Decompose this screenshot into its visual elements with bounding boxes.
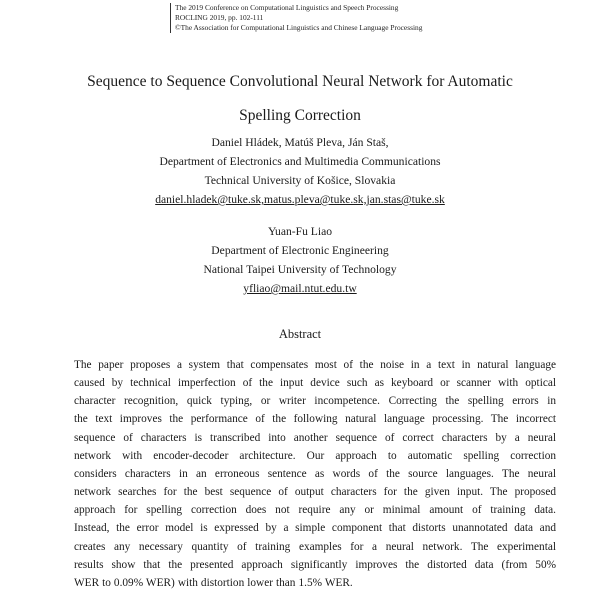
conference-header [170,3,422,33]
abstract-line: results show that the presented approach significantly improves the distorted data (from 50% [74,558,556,571]
header-line-copyright: ©The Association for Computational Linguistics and Chinese Language Processing [175,23,423,32]
author-department: Department of Electronics and Multimedia Communications [159,155,441,168]
abstract-line: network searches for the best sequence of output characters for the given input. The proposed [74,486,556,499]
abstract-line: considers characters in an erroneous sentence as words of the source languages. The neural [74,467,556,480]
abstract-line: the text improves the performance of the following natural language processing. The incorrect [74,413,556,426]
paper-title-line-1: Sequence to Sequence Convolutional Neural Network for Automatic [87,73,513,90]
abstract-heading: Abstract [278,327,322,341]
author-university: Technical University of Košice, Slovakia [204,174,396,187]
abstract-line: network with encoder-decoder architecture. Our approach to automatic spelling correction [74,449,556,462]
abstract-line: Instead, the error model is expressed by a simple component that distorts unannotated data and [74,522,556,535]
abstract-body [74,356,556,592]
abstract-line: approach for spelling correction does not require any or minimal amount of training data. [74,504,556,517]
author-names: Daniel Hládek, Matúš Pleva, Ján Staš, [211,136,389,149]
header-line-proceedings: ROCLING 2019, pp. 102-111 [175,13,264,22]
author-university: National Taipei University of Technology [203,263,397,276]
author-department: Department of Electronic Engineering [211,244,389,257]
abstract-line: character recognition, quick typing, or writer incompetence. Correcting the spelling errors in [74,395,556,408]
author-block-ntut [0,222,600,298]
author-emails-link[interactable]: daniel.hladek@tuke.sk,matus.pleva@tuke.sk,jan.stas@tuke.sk [155,193,445,206]
abstract-line: sequence of characters is transcribed into another sequence of correct characters by a neural [74,431,556,444]
author-names: Yuan-Fu Liao [267,225,333,238]
header-line-conference: The 2019 Conference on Computational Linguistics and Speech Processing [175,3,399,12]
abstract-line: The paper proposes a system that compensates most of the noise in a text in natural language [74,359,556,371]
abstract-line: creates any necessary quantity of training examples for a neural network. The experimental [74,540,556,553]
author-email-link[interactable]: yfliao@mail.ntut.edu.tw [243,282,357,295]
abstract-line: WER to 0.09% WER) with distortion lower than 1.5% WER. [74,576,353,589]
paper-title-line-2: Spelling Correction [239,107,361,124]
author-block-tuke [0,133,600,209]
abstract-line: caused by technical imperfection of the input device such as keyboard or scanner with optical [74,377,556,390]
